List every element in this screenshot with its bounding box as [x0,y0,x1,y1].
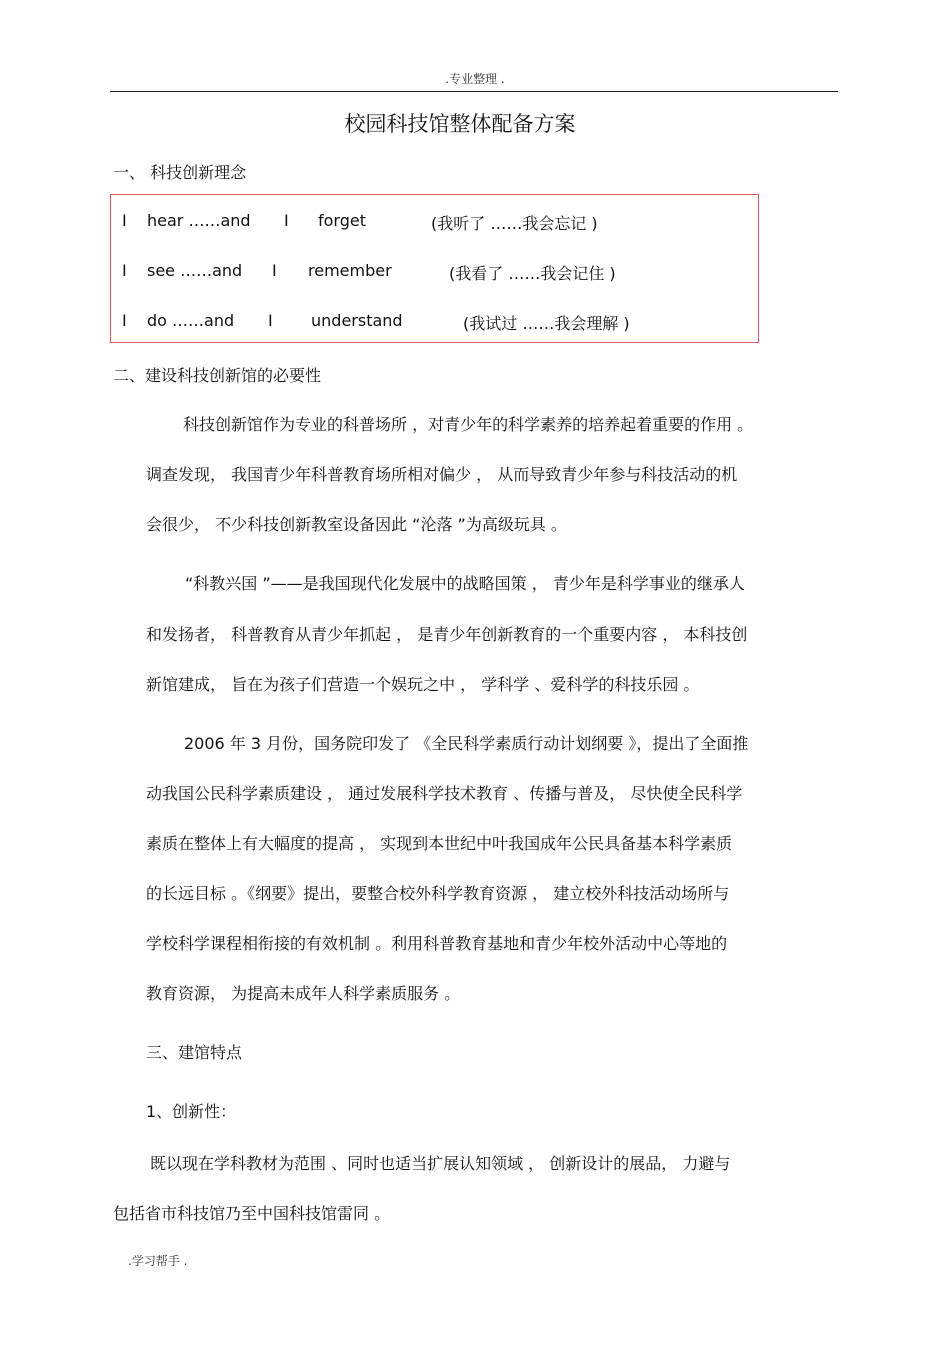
paragraph-line: 2006 年 3 月份，国务院印发了 《全民科学素质行动计划纲要 》，提出了全面推 [184,734,749,753]
motto-row [111,311,760,331]
section-2-heading: 二、建设科技创新馆的必要性 [113,366,322,385]
page-header: .专业整理 . [445,72,505,86]
motto-verb: see ……and [147,261,243,280]
motto-pronoun: I [122,311,127,330]
motto-verb: hear ……and [147,211,251,230]
paragraph-line: “科教兴国 ”——是我国现代化发展中的战略国策 ， 青少年是科学事业的继承人 [185,574,745,593]
motto-result: forget [318,211,366,230]
motto-translation: (我看了 ……我会记住 ) [449,264,616,283]
motto-translation: (我听了 ……我会忘记 ) [431,214,598,233]
motto-result: understand [311,311,403,330]
paragraph-line: 既以现在学科教材为范围 、同时也适当扩展认知领域 ， 创新设计的展品， 力避与 [150,1154,731,1173]
motto-box [110,194,759,343]
motto-pronoun: I [122,211,127,230]
page-footer: .学习帮手 . [128,1254,188,1268]
paragraph-line: 动我国公民科学素质建设 ， 通过发展科学技术教育 、传播与普及， 尽快使全民科学 [146,784,743,803]
paragraph-line: 的长远目标 。《纲要》提出，要整合校外科学教育资源 ， 建立校外科技活动场所与 [146,884,730,903]
motto-result: remember [308,261,392,280]
paragraph-line: 和发扬者， 科普教育从青少年抓起 ， 是青少年创新教育的一个重要内容 ， 本科技创 [146,625,748,644]
paragraph-line: 会很少， 不少科技创新教室设备因此 “沦落 ”为高级玩具 。 [146,515,567,534]
paragraph-line: 素质在整体上有大幅度的提高 ， 实现到本世纪中叶我国成年公民具备基本科学素质 [146,834,733,853]
header-divider [110,91,838,92]
paragraph-line: 包括省市科技馆乃至中国科技馆雷同 。 [113,1204,391,1223]
section-1-heading: 一、 科技创新理念 [113,163,247,182]
motto-pronoun-2: I [268,311,273,330]
subsection-heading: 1、创新性： [146,1102,237,1121]
section-3-heading: 三、建馆特点 [146,1043,243,1062]
paragraph-line: 学校科学课程相衔接的有效机制 。利用科普教育基地和青少年校外活动中心等地的 [146,934,728,953]
motto-pronoun: I [122,261,127,280]
motto-pronoun-2: I [284,211,289,230]
motto-verb: do ……and [147,311,235,330]
motto-pronoun-2: I [272,261,277,280]
motto-row [111,261,760,281]
motto-translation: (我试过 ……我会理解 ) [463,314,630,333]
paragraph-line: 调查发现， 我国青少年科普教育场所相对偏少 ， 从而导致青少年参与科技活动的机 [146,465,738,484]
motto-row [111,211,760,231]
paragraph-line: 教育资源， 为提高未成年人科学素质服务 。 [146,984,461,1003]
paragraph-line: 科技创新馆作为专业的科普场所 ，对青少年的科学素养的培养起着重要的作用 。 [183,415,754,434]
document-title: 校园科技馆整体配备方案 [344,112,576,136]
paragraph-line: 新馆建成， 旨在为孩子们营造一个娱玩之中 ， 学科学 、爱科学的科技乐园 。 [146,675,700,694]
